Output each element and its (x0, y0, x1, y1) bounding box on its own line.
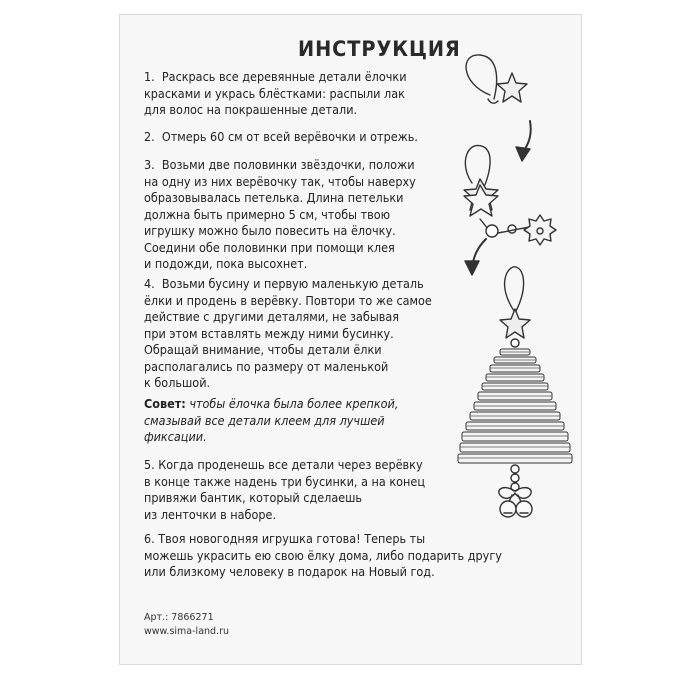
step-1: 1. Раскрась все деревянные детали ёлочки красками и укрась блёстками: распыли лак для волос на покрашенные детали. (144, 69, 407, 117)
step-5: 5. Когда проденешь все детали через верёвку в конце также надень три бусинки, а на конец привяжи бантик, который сделаешь из ленточки в наборе. (144, 457, 425, 522)
article-number: Арт.: 7866271 (144, 612, 214, 623)
website-link: www.sima-land.ru (144, 626, 230, 637)
tip-text: чтобы ёлочка была более крепкой, смазывай все детали клеем для лучшей фиксации. (144, 396, 399, 444)
finished-tree-icon (458, 267, 572, 517)
step-3: 3. Возьми две половинки звёздочки, положи на одну из них верёвочку так, чтобы наверху образовывалась петелька. Длина петельки должна быть примерно 5 см, чтобы твою игрушку можно было повесить на ёлочку. Соедини обе половинки при помощи клея и подожди, пока высохнет. (144, 157, 416, 271)
string-loop-with-star-icon (466, 55, 527, 103)
tip-label: Совет: (144, 396, 186, 411)
assembly-illustration (450, 43, 580, 543)
step-2: 2. Отмерь 60 см от всей верёвочки и отрежь. (144, 129, 419, 144)
step-6: 6. Твоя новогодняя игрушка готова! Теперь ты можешь украсить ею свою ёлку дома, либо подарить другу или близкому человеку в подарок на Новый год. (144, 531, 502, 579)
arrow-curve-icon (465, 239, 486, 275)
tip-block (144, 396, 398, 446)
star-halves-glue-icon (464, 145, 498, 216)
arrow-down-icon (516, 121, 531, 161)
step-4: 4. Возьми бусину и первую маленькую деталь ёлки и продень в верёвку. Повтори то же самое действие с другими деталями, не забывая при этом вставлять между ними бусинку. Обращай внимание, чтобы детали ёлки располагались по размеру от маленькой к большой. (144, 276, 432, 390)
page-title: ИНСТРУКЦИЯ (298, 37, 461, 61)
instruction-sheet (119, 14, 582, 665)
bead-and-part-icon (480, 215, 556, 245)
